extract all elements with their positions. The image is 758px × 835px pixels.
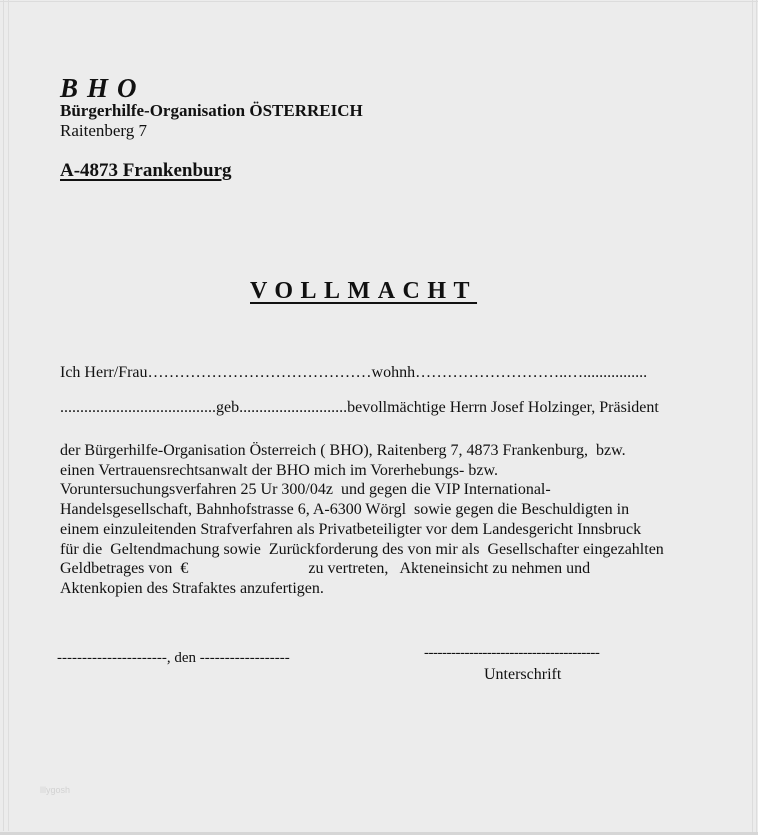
signature-line: ---------------------------------------: [424, 645, 600, 661]
document-title: VOLLMACHT: [250, 278, 478, 304]
paragraph-line: Handelsgesellschaft, Bahnhofstrasse 6, A-6300 Wörgl sowie gegen die Beschuldigten in: [60, 501, 630, 519]
org-logo: BHO: [60, 73, 146, 103]
paragraph-line: der Bürgerhilfe-Organisation Österreich ( BHO), Raitenberg 7, 4873 Frankenburg, bzw.: [60, 442, 626, 459]
paragraph-line: für die Geltendmachung sowie Zurückforderung des von mir als Gesellschafter eingezahlten: [60, 540, 664, 558]
org-name: Bürgerhilfe-Organisation ÖSTERREICH: [60, 101, 363, 120]
org-street: Raitenberg 7: [60, 121, 148, 140]
authorization-paragraph: [60, 441, 664, 599]
place-date-line: ----------------------, den ------------------: [57, 650, 290, 666]
form-line-birth-authorize: .......................................geb...........................bevollmächtige Herrn Josef Holzinger, Präsident: [60, 399, 659, 416]
paragraph-line: einem einzuleitenden Strafverfahren als Privatbeteiligter vor dem Landesgericht Innsbruck: [60, 520, 642, 538]
paragraph-line: Voruntersuchungsverfahren 25 Ur 300/04z und gegen die VIP International-: [60, 481, 551, 499]
signature-label: Unterschrift: [484, 666, 562, 683]
form-line-name-address: Ich Herr/Frau……………………………………wohnh………………………..…................: [60, 364, 648, 381]
org-city: A-4873 Frankenburg: [60, 160, 232, 181]
paragraph-line: Aktenkopien des Strafaktes anzufertigen.: [60, 579, 324, 597]
scan-edge-left: [3, 0, 9, 831]
scan-edge-right: [752, 0, 757, 832]
scan-edge-top: [0, 1, 758, 2]
paragraph-line: Geldbetrages von € zu vertreten, Akteneinsicht zu nehmen und: [60, 560, 591, 578]
watermark: lllygosh: [40, 785, 71, 795]
paragraph-line: einen Vertrauensrechtsanwalt der BHO mich im Vorerhebungs- bzw.: [60, 461, 498, 479]
